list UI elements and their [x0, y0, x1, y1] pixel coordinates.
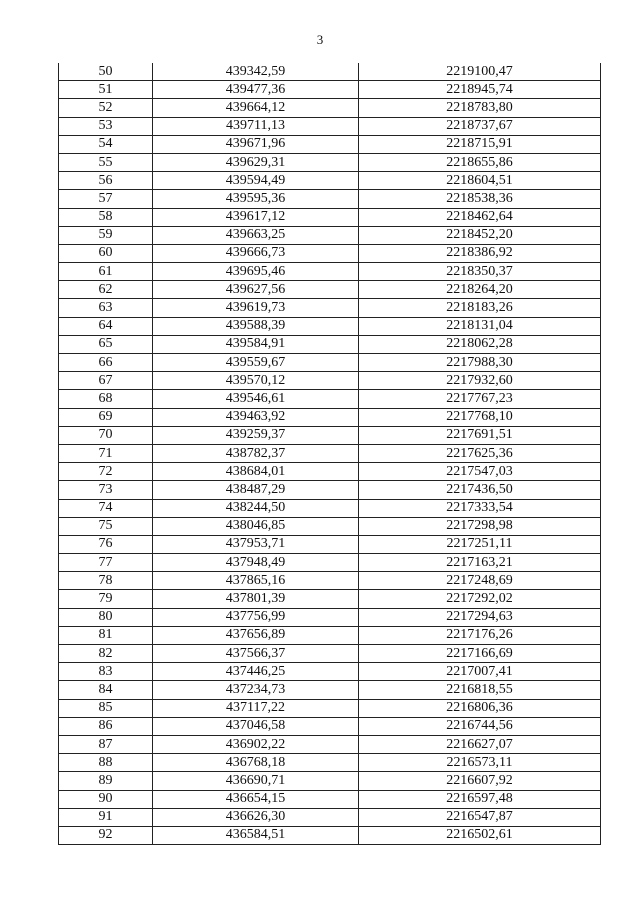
x-coordinate-cell: 436626,30	[153, 808, 359, 826]
x-coordinate-cell: 437234,73	[153, 681, 359, 699]
x-coordinate-cell: 439594,49	[153, 172, 359, 190]
x-coordinate-cell: 439711,13	[153, 117, 359, 135]
x-coordinate-cell: 439617,12	[153, 208, 359, 226]
table-row	[59, 626, 601, 644]
table-row	[59, 481, 601, 499]
x-coordinate-cell: 437446,25	[153, 663, 359, 681]
point-number-cell: 76	[59, 535, 153, 553]
y-coordinate-cell: 2217333,54	[359, 499, 601, 517]
x-coordinate-cell: 437865,16	[153, 572, 359, 590]
point-number-cell: 62	[59, 281, 153, 299]
point-number-cell: 80	[59, 608, 153, 626]
table-row	[59, 790, 601, 808]
y-coordinate-cell: 2217007,41	[359, 663, 601, 681]
point-number-cell: 63	[59, 299, 153, 317]
x-coordinate-cell: 439546,61	[153, 390, 359, 408]
y-coordinate-cell: 2217436,50	[359, 481, 601, 499]
x-coordinate-cell: 437656,89	[153, 626, 359, 644]
point-number-cell: 56	[59, 172, 153, 190]
table-row	[59, 208, 601, 226]
table-row	[59, 299, 601, 317]
table-row	[59, 117, 601, 135]
coordinates-table-body	[59, 63, 601, 845]
point-number-cell: 61	[59, 263, 153, 281]
point-number-cell: 79	[59, 590, 153, 608]
x-coordinate-cell: 438487,29	[153, 481, 359, 499]
point-number-cell: 53	[59, 117, 153, 135]
y-coordinate-cell: 2217251,11	[359, 535, 601, 553]
table-row	[59, 444, 601, 462]
x-coordinate-cell: 438684,01	[153, 463, 359, 481]
table-row	[59, 535, 601, 553]
x-coordinate-cell: 439570,12	[153, 372, 359, 390]
table-row	[59, 190, 601, 208]
point-number-cell: 88	[59, 754, 153, 772]
y-coordinate-cell: 2217298,98	[359, 517, 601, 535]
table-row	[59, 81, 601, 99]
y-coordinate-cell: 2218062,28	[359, 335, 601, 353]
table-row	[59, 172, 601, 190]
x-coordinate-cell: 439619,73	[153, 299, 359, 317]
table-row	[59, 663, 601, 681]
y-coordinate-cell: 2216547,87	[359, 808, 601, 826]
x-coordinate-cell: 436690,71	[153, 772, 359, 790]
point-number-cell: 82	[59, 645, 153, 663]
y-coordinate-cell: 2218183,26	[359, 299, 601, 317]
y-coordinate-cell: 2218945,74	[359, 81, 601, 99]
point-number-cell: 87	[59, 735, 153, 753]
y-coordinate-cell: 2216818,55	[359, 681, 601, 699]
y-coordinate-cell: 2217767,23	[359, 390, 601, 408]
point-number-cell: 67	[59, 372, 153, 390]
point-number-cell: 52	[59, 99, 153, 117]
y-coordinate-cell: 2218715,91	[359, 135, 601, 153]
point-number-cell: 57	[59, 190, 153, 208]
point-number-cell: 84	[59, 681, 153, 699]
table-row	[59, 244, 601, 262]
point-number-cell: 68	[59, 390, 153, 408]
x-coordinate-cell: 437756,99	[153, 608, 359, 626]
y-coordinate-cell: 2217988,30	[359, 354, 601, 372]
table-row	[59, 463, 601, 481]
point-number-cell: 51	[59, 81, 153, 99]
y-coordinate-cell: 2218386,92	[359, 244, 601, 262]
table-row	[59, 263, 601, 281]
y-coordinate-cell: 2216502,61	[359, 826, 601, 844]
point-number-cell: 90	[59, 790, 153, 808]
point-number-cell: 65	[59, 335, 153, 353]
x-coordinate-cell: 439629,31	[153, 153, 359, 171]
x-coordinate-cell: 436654,15	[153, 790, 359, 808]
point-number-cell: 85	[59, 699, 153, 717]
x-coordinate-cell: 436584,51	[153, 826, 359, 844]
y-coordinate-cell: 2216627,07	[359, 735, 601, 753]
point-number-cell: 64	[59, 317, 153, 335]
table-row	[59, 63, 601, 81]
table-row	[59, 772, 601, 790]
y-coordinate-cell: 2219100,47	[359, 63, 601, 81]
table-row	[59, 226, 601, 244]
x-coordinate-cell: 439463,92	[153, 408, 359, 426]
point-number-cell: 69	[59, 408, 153, 426]
table-row	[59, 681, 601, 699]
point-number-cell: 92	[59, 826, 153, 844]
table-row	[59, 645, 601, 663]
point-number-cell: 55	[59, 153, 153, 171]
y-coordinate-cell: 2217292,02	[359, 590, 601, 608]
y-coordinate-cell: 2217176,26	[359, 626, 601, 644]
y-coordinate-cell: 2218538,36	[359, 190, 601, 208]
y-coordinate-cell: 2217294,63	[359, 608, 601, 626]
table-row	[59, 99, 601, 117]
table-row	[59, 826, 601, 844]
y-coordinate-cell: 2216607,92	[359, 772, 601, 790]
x-coordinate-cell: 438046,85	[153, 517, 359, 535]
y-coordinate-cell: 2218452,20	[359, 226, 601, 244]
table-row	[59, 390, 601, 408]
x-coordinate-cell: 439588,39	[153, 317, 359, 335]
point-number-cell: 75	[59, 517, 153, 535]
x-coordinate-cell: 437948,49	[153, 554, 359, 572]
x-coordinate-cell: 439627,56	[153, 281, 359, 299]
y-coordinate-cell: 2217248,69	[359, 572, 601, 590]
point-number-cell: 59	[59, 226, 153, 244]
point-number-cell: 73	[59, 481, 153, 499]
table-row	[59, 608, 601, 626]
x-coordinate-cell: 439559,67	[153, 354, 359, 372]
table-row	[59, 354, 601, 372]
x-coordinate-cell: 439666,73	[153, 244, 359, 262]
table-row	[59, 499, 601, 517]
x-coordinate-cell: 439595,36	[153, 190, 359, 208]
y-coordinate-cell: 2218655,86	[359, 153, 601, 171]
y-coordinate-cell: 2216597,48	[359, 790, 601, 808]
x-coordinate-cell: 438244,50	[153, 499, 359, 517]
table-row	[59, 754, 601, 772]
y-coordinate-cell: 2218131,04	[359, 317, 601, 335]
coordinates-table	[58, 63, 601, 845]
point-number-cell: 60	[59, 244, 153, 262]
point-number-cell: 78	[59, 572, 153, 590]
table-row	[59, 699, 601, 717]
table-row	[59, 335, 601, 353]
point-number-cell: 50	[59, 63, 153, 81]
table-row	[59, 735, 601, 753]
table-row	[59, 372, 601, 390]
x-coordinate-cell: 439664,12	[153, 99, 359, 117]
x-coordinate-cell: 437046,58	[153, 717, 359, 735]
y-coordinate-cell: 2218783,80	[359, 99, 601, 117]
y-coordinate-cell: 2217932,60	[359, 372, 601, 390]
point-number-cell: 81	[59, 626, 153, 644]
point-number-cell: 66	[59, 354, 153, 372]
point-number-cell: 70	[59, 426, 153, 444]
y-coordinate-cell: 2217163,21	[359, 554, 601, 572]
point-number-cell: 72	[59, 463, 153, 481]
y-coordinate-cell: 2216744,56	[359, 717, 601, 735]
y-coordinate-cell: 2218604,51	[359, 172, 601, 190]
point-number-cell: 77	[59, 554, 153, 572]
table-row	[59, 808, 601, 826]
table-row	[59, 153, 601, 171]
y-coordinate-cell: 2216806,36	[359, 699, 601, 717]
table-row	[59, 590, 601, 608]
y-coordinate-cell: 2217691,51	[359, 426, 601, 444]
point-number-cell: 91	[59, 808, 153, 826]
table-row	[59, 317, 601, 335]
y-coordinate-cell: 2218462,64	[359, 208, 601, 226]
point-number-cell: 89	[59, 772, 153, 790]
point-number-cell: 74	[59, 499, 153, 517]
y-coordinate-cell: 2217166,69	[359, 645, 601, 663]
table-row	[59, 426, 601, 444]
table-row	[59, 554, 601, 572]
table-row	[59, 281, 601, 299]
point-number-cell: 71	[59, 444, 153, 462]
point-number-cell: 54	[59, 135, 153, 153]
x-coordinate-cell: 439477,36	[153, 81, 359, 99]
table-row	[59, 517, 601, 535]
x-coordinate-cell: 439671,96	[153, 135, 359, 153]
x-coordinate-cell: 439663,25	[153, 226, 359, 244]
point-number-cell: 58	[59, 208, 153, 226]
y-coordinate-cell: 2216573,11	[359, 754, 601, 772]
x-coordinate-cell: 436902,22	[153, 735, 359, 753]
point-number-cell: 83	[59, 663, 153, 681]
point-number-cell: 86	[59, 717, 153, 735]
x-coordinate-cell: 438782,37	[153, 444, 359, 462]
y-coordinate-cell: 2218350,37	[359, 263, 601, 281]
y-coordinate-cell: 2217547,03	[359, 463, 601, 481]
x-coordinate-cell: 437801,39	[153, 590, 359, 608]
y-coordinate-cell: 2218737,67	[359, 117, 601, 135]
x-coordinate-cell: 437117,22	[153, 699, 359, 717]
x-coordinate-cell: 439584,91	[153, 335, 359, 353]
x-coordinate-cell: 439342,59	[153, 63, 359, 81]
x-coordinate-cell: 439695,46	[153, 263, 359, 281]
x-coordinate-cell: 439259,37	[153, 426, 359, 444]
y-coordinate-cell: 2218264,20	[359, 281, 601, 299]
table-row	[59, 135, 601, 153]
table-row	[59, 717, 601, 735]
table-row	[59, 572, 601, 590]
page-number: 3	[316, 32, 324, 47]
x-coordinate-cell: 437566,37	[153, 645, 359, 663]
y-coordinate-cell: 2217768,10	[359, 408, 601, 426]
x-coordinate-cell: 437953,71	[153, 535, 359, 553]
table-row	[59, 408, 601, 426]
y-coordinate-cell: 2217625,36	[359, 444, 601, 462]
x-coordinate-cell: 436768,18	[153, 754, 359, 772]
